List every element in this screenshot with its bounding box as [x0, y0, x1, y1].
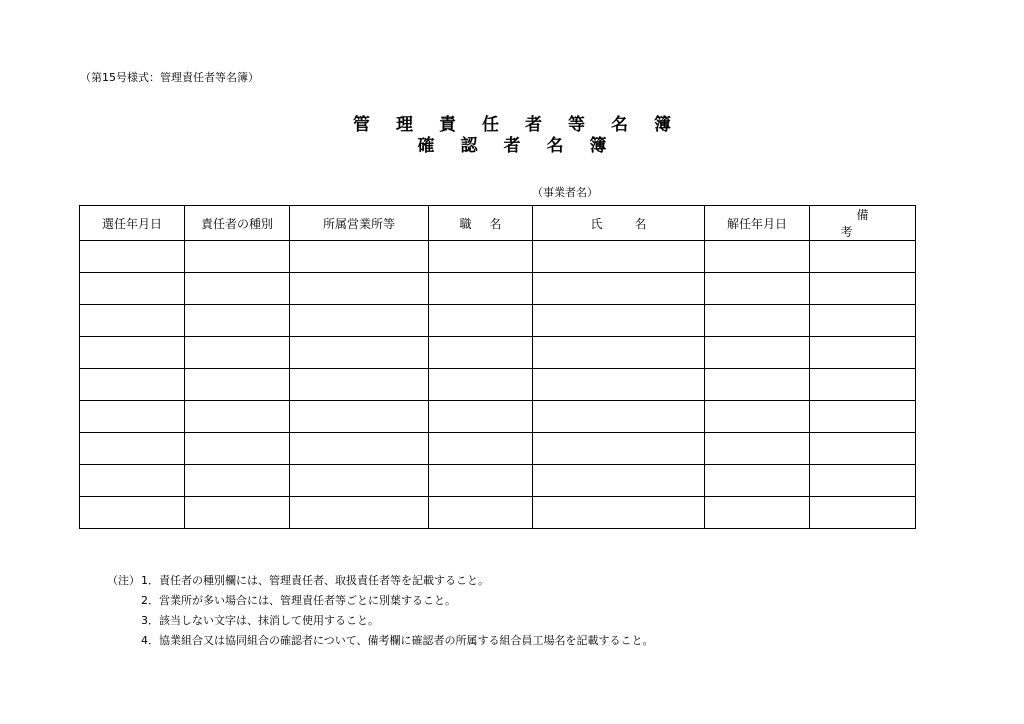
table-cell[interactable]: [705, 497, 810, 529]
table-row: [80, 497, 916, 529]
table-cell[interactable]: [185, 305, 290, 337]
table-cell[interactable]: [810, 337, 916, 369]
table-cell[interactable]: [533, 433, 705, 465]
table-cell[interactable]: [290, 305, 429, 337]
table-cell[interactable]: [429, 401, 533, 433]
table-cell[interactable]: [533, 497, 705, 529]
table-cell[interactable]: [185, 433, 290, 465]
table-row: [80, 241, 916, 273]
table-cell[interactable]: [185, 497, 290, 529]
header-job-title: 職名: [429, 206, 533, 241]
table-row: [80, 305, 916, 337]
header-appointment-date: 選任年月日: [80, 206, 185, 241]
table-cell[interactable]: [80, 337, 185, 369]
table-cell[interactable]: [429, 305, 533, 337]
header-full-name: 氏名: [533, 206, 705, 241]
table-cell[interactable]: [810, 497, 916, 529]
table-row: [80, 369, 916, 401]
form-number-label: （第15号様式：管理責任者等名簿）: [80, 71, 259, 84]
table-cell[interactable]: [290, 337, 429, 369]
table-cell[interactable]: [290, 369, 429, 401]
table-row: [80, 337, 916, 369]
note-item-3: [107, 611, 654, 631]
table-header-row: [80, 206, 916, 241]
header-manager-type: 責任者の種別: [185, 206, 290, 241]
table-cell[interactable]: [185, 273, 290, 305]
table-row: [80, 273, 916, 305]
note-text-4: 4．協業組合又は協同組合の確認者について、備考欄に確認者の所属する組合員工場名を記載すること。: [141, 634, 654, 647]
table-row: [80, 401, 916, 433]
table-cell[interactable]: [185, 369, 290, 401]
table-cell[interactable]: [705, 273, 810, 305]
operator-name-label: （事業者名）: [532, 186, 598, 199]
note-text-1: 1．責任者の種別欄には、管理責任者、取扱責任者等を記載すること。: [141, 574, 489, 587]
table-cell[interactable]: [185, 465, 290, 497]
table-cell[interactable]: [705, 433, 810, 465]
table-cell[interactable]: [429, 241, 533, 273]
table-cell[interactable]: [80, 369, 185, 401]
table-cell[interactable]: [810, 241, 916, 273]
table-cell[interactable]: [810, 465, 916, 497]
table-cell[interactable]: [290, 401, 429, 433]
table-row: [80, 433, 916, 465]
header-branch-office: 所属営業所等: [290, 206, 429, 241]
table-cell[interactable]: [533, 401, 705, 433]
table-cell[interactable]: [533, 465, 705, 497]
table-cell[interactable]: [80, 273, 185, 305]
note-item-2: [107, 591, 654, 611]
table-cell[interactable]: [429, 465, 533, 497]
table-cell[interactable]: [290, 273, 429, 305]
table-cell[interactable]: [705, 401, 810, 433]
table-cell[interactable]: [705, 369, 810, 401]
table-cell[interactable]: [290, 433, 429, 465]
notes-section: [107, 571, 654, 651]
roster-table: [79, 205, 916, 529]
table-cell[interactable]: [290, 241, 429, 273]
table-cell[interactable]: [533, 369, 705, 401]
notes-prefix: （注）: [107, 574, 140, 587]
table-cell[interactable]: [80, 465, 185, 497]
table-cell[interactable]: [705, 241, 810, 273]
table-cell[interactable]: [429, 369, 533, 401]
table-cell[interactable]: [290, 465, 429, 497]
table-cell[interactable]: [533, 241, 705, 273]
table-cell[interactable]: [810, 273, 916, 305]
table-cell[interactable]: [810, 433, 916, 465]
table-cell[interactable]: [80, 241, 185, 273]
table-cell[interactable]: [429, 497, 533, 529]
header-remarks: 備考: [810, 206, 916, 241]
table-cell[interactable]: [533, 305, 705, 337]
table-cell[interactable]: [429, 433, 533, 465]
note-text-3: 3．該当しない文字は、抹消して使用すること。: [141, 614, 379, 627]
table-row: [80, 465, 916, 497]
note-item-1: [107, 571, 654, 591]
table-cell[interactable]: [80, 305, 185, 337]
table-cell[interactable]: [185, 401, 290, 433]
table-cell[interactable]: [705, 305, 810, 337]
table-cell[interactable]: [705, 337, 810, 369]
table-cell[interactable]: [810, 401, 916, 433]
table-cell[interactable]: [290, 497, 429, 529]
table-cell[interactable]: [185, 337, 290, 369]
table-cell[interactable]: [810, 305, 916, 337]
title-management-roster: 管理責任者等名簿: [353, 115, 697, 135]
table-cell[interactable]: [80, 433, 185, 465]
header-dismissal-date: 解任年月日: [705, 206, 810, 241]
table-cell[interactable]: [80, 401, 185, 433]
table-cell[interactable]: [533, 273, 705, 305]
table-cell[interactable]: [80, 497, 185, 529]
note-item-4: [107, 631, 654, 651]
table-cell[interactable]: [429, 273, 533, 305]
table-cell[interactable]: [810, 369, 916, 401]
title-confirmer-roster: 確認者名簿: [417, 136, 633, 156]
table-cell[interactable]: [705, 465, 810, 497]
table-cell[interactable]: [429, 337, 533, 369]
note-text-2: 2．営業所が多い場合には、管理責任者等ごとに別葉すること。: [141, 594, 456, 607]
table-cell[interactable]: [533, 337, 705, 369]
table-cell[interactable]: [185, 241, 290, 273]
